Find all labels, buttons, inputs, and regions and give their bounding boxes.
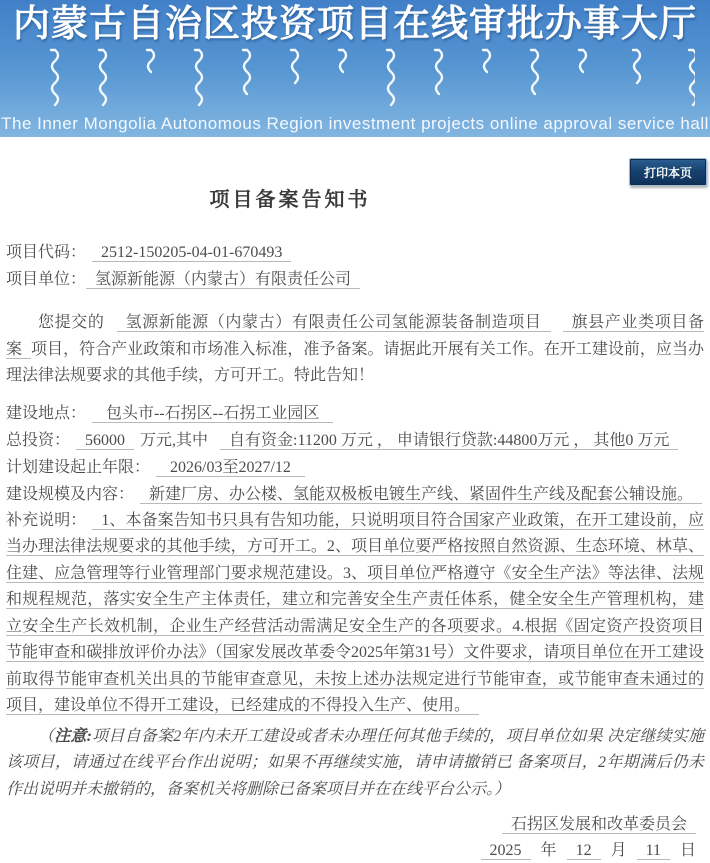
project-fields-block: [6, 400, 704, 720]
project-code-line: [6, 239, 704, 266]
investment-total-value: 56000: [76, 432, 134, 450]
approval-text: 项目，符合产业政策和市场准入标准，准予备案。请据此开展有关工作。在开工建设前，应当办理法律法规要求的其他手续，方可开工。特此告知！: [6, 340, 704, 384]
scale-label: 建设规模及内容：: [6, 485, 135, 503]
mongolian-script-glyphs: [15, 46, 695, 114]
location-value: 包头市--石拐区--石拐工业园区: [92, 405, 333, 423]
notice-text: 项目自备案2年内未开工建设或者未办理任何其他手续的，项目单位如果 决定继续实施该项目，请通过在线平台作出说明；如果不再继续实施，请申请撤销已 备案项目，2年期满后仍未作出说明并未撤销的，备案机关将删除已备案项目并在在线平台公示。）: [6, 727, 704, 798]
document-title: 项目备案告知书: [209, 189, 371, 211]
project-id-block: [6, 239, 704, 293]
site-title-cn: 内蒙古自治区投资项目在线审批办事大厅: [13, 4, 697, 45]
notice-bold-label: 注意:: [54, 727, 92, 745]
project-type-value: 旗县产业类项目备案: [6, 314, 704, 358]
project-unit-value: 氢源新能源（内蒙古）有限责任公司: [86, 271, 360, 289]
period-label: 计划建设起止年限：: [6, 458, 151, 476]
period-line: [6, 454, 704, 481]
agency-line: [6, 811, 696, 838]
notice-paragraph: [6, 724, 704, 804]
date-year: 2025: [481, 842, 531, 860]
date-line: [6, 838, 696, 863]
notes-paragraph: [6, 508, 704, 720]
project-unit-label: 项目单位：: [6, 271, 87, 288]
location-label: 建设地点：: [6, 404, 87, 422]
investment-line: [6, 427, 704, 454]
notes-value: 1、本备案告知书只具有告知功能，只说明项目符合国家产业政策，在开工建设前，应当办理法律法规要求的其他手续，方可开工。2、项目单位要严格按照自然资源、生态环境、林草、住建、应急管理等行业管理部门要求规范建设。3、项目单位严格遵守《安全生产法》等法律、法规和规程规范，落实安全生产主体责任，建立和完善安全生产责任体系，健全安全生产管理机构，建立安全生产长效机制，企业生产经营活动需满足安全生产的各项要求。4.根据《固定资产投资项目节能审查和碳排放评价办法》（国家发展改革委令2025年第31号）文件要求，请项目单位在开工建设前取得节能审查机关出具的节能审查意见，未按上述办法规定进行节能审查，或节能审查未通过的项目，建设单位不得开工建设，已经建成的不得投入生产、使用。: [6, 511, 704, 714]
project-code-value: 2512-150205-04-01-670493: [92, 244, 291, 262]
agency-name: 石拐区发展和改革委员会: [502, 816, 696, 834]
investment-detail-value: 自有资金:11200 万元 ， 申请银行贷款:44800万元 ， 其他0 万元: [220, 432, 678, 450]
date-year-unit: 年: [540, 842, 557, 859]
print-page-button[interactable]: 打印本页: [629, 158, 707, 186]
approval-paragraph: [6, 310, 704, 390]
notes-label: 补充说明：: [6, 511, 87, 529]
date-day: 11: [637, 842, 670, 860]
intro-prefix: 您提交的: [38, 314, 105, 331]
period-value: 2026/03至2027/12: [156, 459, 305, 477]
notice-document: [0, 137, 710, 863]
mongolian-script-band: [0, 46, 710, 114]
site-header: [0, 0, 710, 137]
investment-mid-text: 万元,其中: [140, 431, 209, 449]
signature-block: [6, 811, 704, 863]
project-name-value: 氢源新能源（内蒙古）有限责任公司氢能源装备制造项目: [117, 314, 551, 332]
date-month-unit: 月: [610, 842, 627, 859]
project-code-label: 项目代码：: [6, 244, 87, 261]
location-line: [6, 400, 704, 427]
project-unit-line: [6, 266, 704, 293]
investment-label: 总投资：: [6, 431, 71, 449]
date-month: 12: [567, 842, 601, 860]
date-day-unit: 日: [679, 842, 696, 859]
site-title-en: The Inner Mongolia Autonomous Region investment projects online approval service hall: [1, 114, 709, 133]
scale-line: [6, 481, 704, 508]
scale-value: 新建厂房、办公楼、氢能双极板电镀生产线、紧固件生产线及配套公辅设施。: [140, 486, 702, 504]
notice-open-paren: （: [38, 727, 55, 745]
